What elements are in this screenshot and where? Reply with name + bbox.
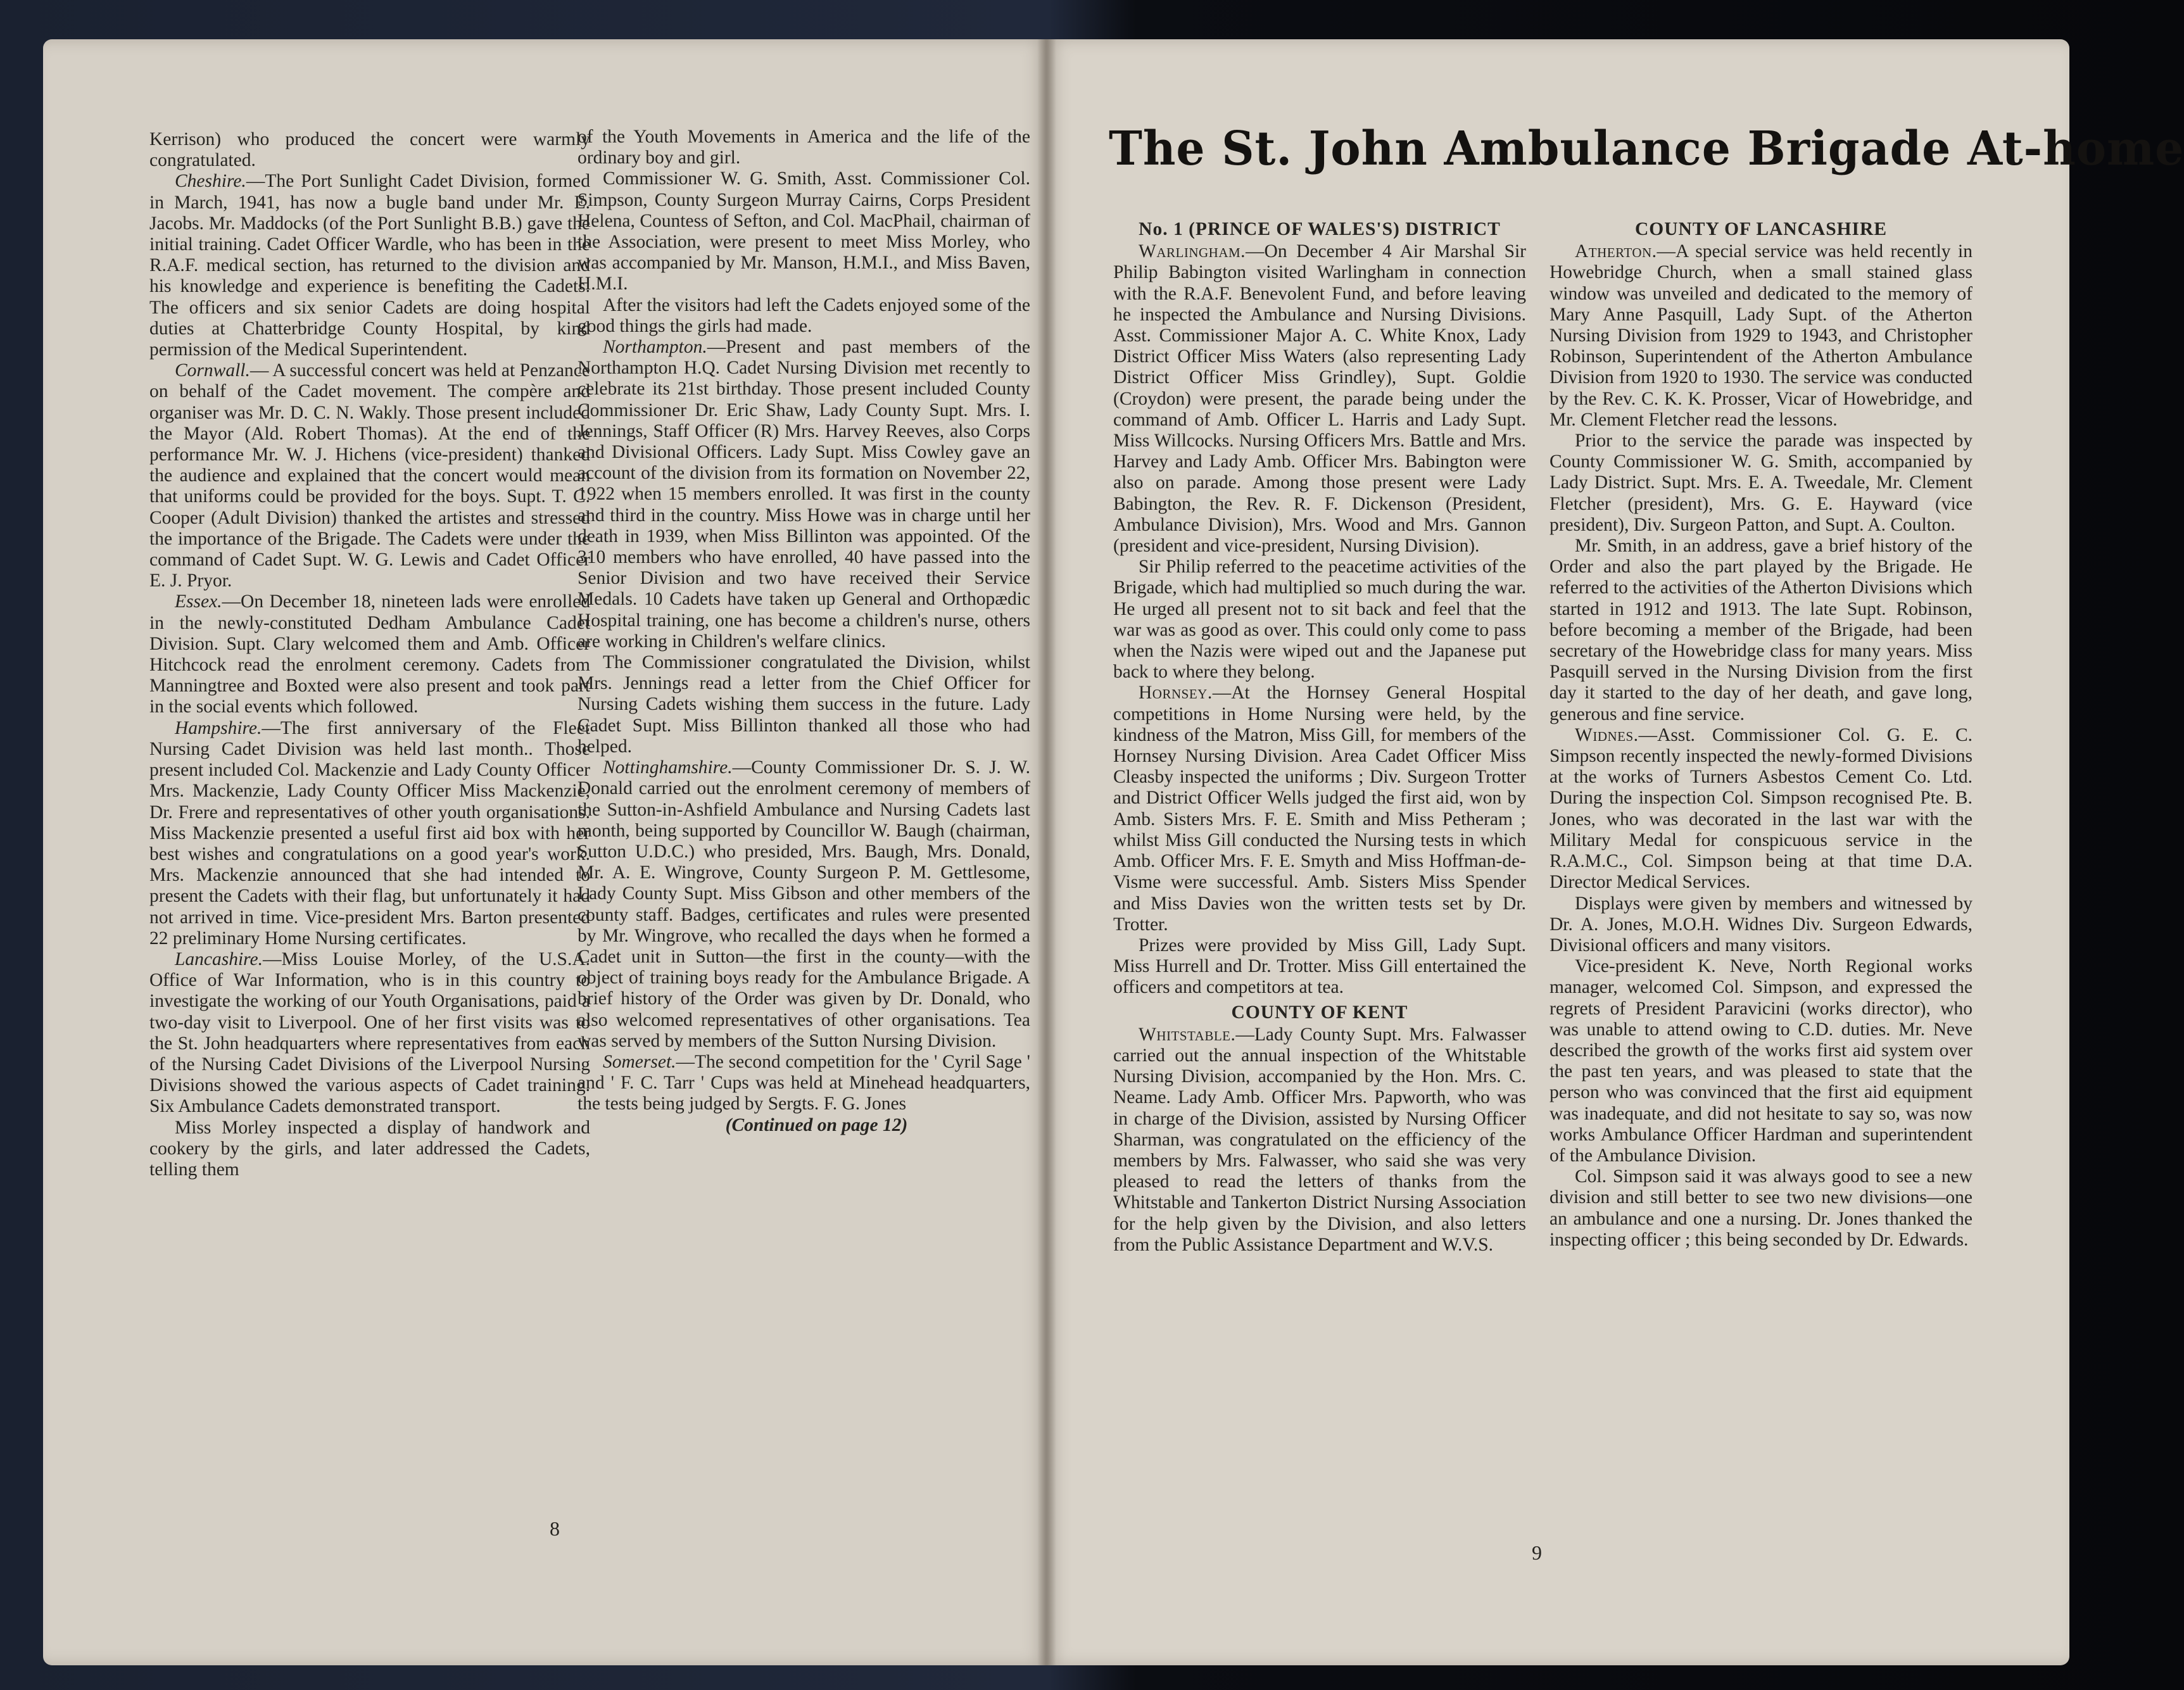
paragraph — [1113, 683, 1526, 935]
paragraph-text: of the Youth Movements in America and the life of the ordinary boy and girl. — [578, 127, 1030, 168]
paragraph-text: Miss Morley inspected a display of handwork and cookery by the girls, and later addressed the Cadets, telling them — [149, 1117, 590, 1180]
paragraph-text: —The second competition for the ' Cyril Sage ' and ' F. C. Tarr ' Cups was held at Minehead headquarters, the tests being judged by Sergts. F. G. Jones — [578, 1051, 1030, 1114]
paragraph — [1550, 956, 1973, 1166]
right-column-1 — [1113, 215, 1526, 1256]
paragraph — [578, 168, 1030, 294]
right-page — [1047, 39, 2184, 1665]
paragraph-text: —Miss Louise Morley, of the U.S.A. Office of War Information, who is in this country to investigate the working of our Youth Organisations, paid a two-day visit to Liverpool. One of her first visits was to the St. John headquarters where representatives from each of the Nursing Cadet Divisions of the Liverpool Nursing Divisions showed the various aspects of Cadet training. Six Ambulance Cadets demonstrated transport. — [149, 949, 590, 1117]
paragraph — [149, 718, 590, 949]
paragraph — [1550, 893, 1973, 957]
paragraph — [578, 757, 1030, 1052]
paragraph — [1550, 1166, 1973, 1251]
paragraph-text: —The Port Sunlight Cadet Division, formed in March, 1941, has now a bugle band under Mr. E. Jacobs. Mr. Maddocks (of the Port Sunlight B.B.) gave the initial training. Cadet Officer Wardle, who has been in the R.A.F. medical section, has returned to the division and his knowledge and experience is benefiting the Cadets. The officers and six senior Cadets are doing hospital duties at Chatterbridge County Hospital, by kind permission of the Medical Superintendent. — [149, 171, 590, 360]
paragraph-lead: Hampshire. — [175, 717, 262, 738]
paragraph-lead: Northampton. — [603, 337, 707, 358]
paragraph — [1113, 241, 1526, 557]
page-number-right: 9 — [1532, 1541, 1542, 1564]
paragraph — [578, 337, 1030, 652]
paragraph-text: Vice-president K. Neve, North Regional works manager, welcomed Col. Simpson, and expressed the regrets of President Paravicini (works director), who was unable to attend owing to C.D. duties. Mr. Neve described the growth of the works first aid system over the past ten years, and was pleased to state that the person who was convinced that the first aid equipment was inadequate, and did not hesitate to say so, was now works Ambulance Officer Hardman and superintendent of the Ambulance Division. — [1550, 956, 1973, 1166]
continued-note: (Continued on page 12) — [725, 1114, 908, 1135]
paragraph-lead: Widnes. — [1575, 724, 1639, 745]
paragraph-text: Mr. Smith, in an address, gave a brief history of the Order and also the part played by the Brigade. He referred to the activities of the Atherton Divisions which started in 1912 and 1913. The late Supt. Robinson, before becoming a member of the Brigade, had been secretary of the Howebridge class for many years. Miss Pasquill served in the Nursing Division from the first day it started to the day of her death, and gave long, generous and fine service. — [1550, 536, 1973, 724]
paragraph — [1113, 557, 1526, 683]
paragraph-text: —On December 18, nineteen lads were enrolled in the newly-constituted Dedham Ambulance Cadet Division. Supt. Clary welcomed them and Amb. Officer Hitchcock read the enrolment ceremony. Cadets from Manningtree and Boxted were also present and took part in the social events which followed. — [149, 591, 590, 717]
paragraph — [578, 127, 1030, 168]
paragraph-text: —On December 4 Air Marshal Sir Philip Babington visited Warlingham in connection with the R.A.F. Benevolent Fund, and before leaving he inspected the Ambulance and Nursing Divisions. Asst. Commissioner Major A. C. White Knox, Lady District Officer Miss Waters (also representing Lady District Officer Miss Grindley), Supt. Goldie (Croydon) were present, the parade being under the command of Amb. Officer L. Harris and Lady Supt. Miss Willcocks. Nursing Officers Mrs. Battle and Mrs. Harvey and Lady Amb. Officer Mrs. Babington were also on parade. Among those present were Lady Babington, the Rev. R. F. Dickenson (President, Ambulance Division), Mrs. Wood and Mrs. Gannon (president and vice-president, Nursing Division). — [1113, 241, 1526, 557]
paragraph — [578, 652, 1030, 757]
section-heading: No. 1 (PRINCE OF WALES'S) DISTRICT — [1139, 219, 1501, 239]
paragraph-lead: Essex. — [175, 591, 222, 612]
paragraph-text: After the visitors had left the Cadets enjoyed some of the good things the girls had made. — [578, 294, 1030, 336]
paragraph-text: The Commissioner congratulated the Division, whilst Mrs. Jennings read a letter from the Chief Officer for Nursing Cadets wishing them success in the future. Lady Cadet Supt. Miss Billinton thanked all those who had helped. — [578, 652, 1030, 757]
paragraph — [1113, 1025, 1526, 1256]
paragraph-lead: Somerset. — [603, 1051, 676, 1072]
paragraph-text: Sir Philip referred to the peacetime activities of the Brigade, which had multiplied so much during the war. He urged all present not to sit back and feel that the war was as good as over. This could only come to pass when the Nazis were wiped out and the Japanese put back to where they belong. — [1113, 557, 1526, 683]
masthead-title: The St. John Ambulance Brigade At-home — [1109, 122, 2184, 176]
paragraph-text: —Lady County Supt. Mrs. Falwasser carried out the annual inspection of the Whitstable Nursing Division, accompanied by the Hon. Mrs. C. Neame. Lady Amb. Officer Mrs. Papworth, who was in charge of the Division, assisted by Nursing Officer Sharman, was congratulated on the efficiency of the members by Mrs. Falwasser, who said she was very pleased to read the letters of thanks from the Whitstable and Tankerton District Nursing Association for the help given by the Division, and also letters from the Public Assistance Department and W.V.S. — [1113, 1024, 1526, 1255]
paragraph — [149, 129, 590, 171]
paragraph — [1550, 536, 1973, 725]
paragraph-text: Kerrison) who produced the concert were warmly congratulated. — [149, 129, 590, 171]
paragraph-text: —At the Hornsey General Hospital competitions in Home Nursing were held, by the kindness of the Matron, Miss Gill, for members of the Hornsey Nursing Division. Area Cadet Officer Miss Cleasby inspected the uniforms ; Div. Surgeon Trotter and District Officer Wells judged the first aid, won by Amb. Sisters Mrs. F. E. Smith and Miss Petheram ; whilst Miss Gill conducted the Nursing tests in which Amb. Officer Mrs. F. E. Smyth and Miss Hoffman-de-Visme were successful. Amb. Sisters Miss Spender and Miss Davies won the written tests set by Dr. Trotter. — [1113, 683, 1526, 935]
paragraph — [1550, 431, 1973, 536]
paragraph-text: Prior to the service the parade was inspected by County Commissioner W. G. Smith, accompanied by Lady District. Supt. Mrs. E. A. Tweedale, Mr. Clement Fletcher (president), Mrs. G. E. Hayward (vice president), Div. Surgeon Patton, and Supt. A. Coulton. — [1550, 431, 1973, 535]
page-number-left: 8 — [550, 1517, 560, 1540]
paragraph-lead: Warlingham. — [1139, 241, 1246, 262]
paragraph-text: —A special service was held recently in Howebridge Church, when a small stained glass window was unveiled and dedicated to the memory of Mary Anne Pasquill, Lady Supt. of the Atherton Nursing Division from 1929 to 1943, and Christopher Robinson, Superintendent of the Atherton Ambulance Division from 1920 to 1930. The service was conducted by the Rev. C. K. K. Prosser, Vicar of Howebridge, and Mr. Clement Fletcher read the lessons. — [1550, 241, 1973, 430]
paragraph — [1113, 935, 1526, 999]
section-heading: COUNTY OF LANCASHIRE — [1634, 219, 1888, 239]
left-page — [43, 39, 1047, 1665]
paragraph — [578, 1052, 1030, 1115]
paragraph-lead: Atherton. — [1575, 241, 1657, 262]
paragraph — [149, 360, 590, 591]
left-column-1 — [149, 129, 590, 1180]
paragraph-lead: Nottinghamshire. — [603, 757, 733, 778]
paragraph-lead: Hornsey. — [1139, 683, 1213, 703]
paragraph — [149, 591, 590, 717]
paragraph-text: Commissioner W. G. Smith, Asst. Commissioner Col. Simpson, County Surgeon Murray Cairns, Corps President Helena, Countess of Sefton, and Col. MacPhail, chairman of the Association, were present to meet Miss Morley, who was accompanied by Mr. Manson, H.M.I., and Miss Baven, H.M.I. — [578, 168, 1030, 294]
paragraph — [149, 171, 590, 360]
paragraph-text: Displays were given by members and witnessed by Dr. A. Jones, M.O.H. Widnes Div. Surgeon Edwards, Divisional officers and many visitors. — [1550, 893, 1973, 955]
paragraph-text: —County Commissioner Dr. S. J. W. Donald carried out the enrolment ceremony of members of the Sutton-in-Ashfield Ambulance and Nursing Cadets last month, being supported by Councillor W. Baugh (chairman, Sutton U.D.C.) who presided, Mrs. Baugh, Mrs. Donald, Mr. A. E. Wingrove, County Surgeon P. M. Gettlesome, Lady County Supt. Miss Gibson and other members of the county staff. Badges, certificates and rules were presented by Mr. Wingrove, who recalled the days when he formed a Cadet unit in Sutton—the first in the county—with the object of training boys ready for the Ambulance Brigade. A brief history of the Order was given by Dr. Donald, who also welcomed representatives of other organisations. Tea was served by members of the Sutton Nursing Division. — [578, 757, 1030, 1051]
paragraph-lead: Whitstable. — [1139, 1024, 1236, 1045]
paragraph — [1550, 241, 1973, 431]
paragraph-text: Col. Simpson said it was always good to see a new division and still better to see two new divisions—one an ambulance and one a nursing. Dr. Jones thanked the inspecting officer ; this being seconded by Dr. Edwards. — [1550, 1166, 1973, 1250]
paragraph — [1550, 725, 1973, 893]
left-column-2 — [578, 127, 1030, 1136]
paragraph-text: —Present and past members of the Northampton H.Q. Cadet Nursing Division met recently to celebrate its 21st birthday. Those present included County Commissioner Dr. Eric Shaw, Lady County Supt. Mrs. I. Jennings, Staff Officer (R) Mrs. Harvey Reeves, also Corps and Divisional Officers. Lady Supt. Miss Cowley gave an account of the division from its formation on November 22, 1922 when 15 members enrolled. It was first in the county and third in the country. Miss Howe was in charge until her death in 1939, when Miss Billinton was appointed. Of the 310 members who have enrolled, 40 have passed into the Senior Division and two have received their Service Medals. 10 Cadets have taken up General and Orthopædic Hospital training, one has become a children's nurse, others are working in Children's welfare clinics. — [578, 337, 1030, 652]
paragraph-text: — A successful concert was held at Penzance on behalf of the Cadet movement. The compère and organiser was Mr. D. C. N. Wakly. Those present included the Mayor (Ald. Robert Thomas). At the end of the performance Mr. W. J. Hichens (vice-president) thanked the audience and explained that the concert would mean that uniforms could be provided for the boys. Supt. T. C. Cooper (Adult Division) thanked the artistes and stressed the importance of the Brigade. The Cadets were under the command of Cadet Supt. W. G. Lewis and Cadet Officer E. J. Pryor. — [149, 360, 590, 591]
paragraph-text: —Asst. Commissioner Col. G. E. C. Simpson recently inspected the newly-formed Divisions at the works of Turners Asbestos Cement Co. Ltd. During the inspection Col. Simpson recognised Pte. B. Jones, who was decorated in the last war with the Military Medal for conspicuous service in the R.A.M.C., Col. Simpson being at that time D.A. Director Medical Services. — [1550, 724, 1973, 893]
book-spine — [1037, 39, 1056, 1665]
paragraph-text: —The first anniversary of the Fleet Nursing Cadet Division was held last month.. Those present included Col. Mackenzie and Lady County Officer Mrs. Mackenzie, Lady County Officer Miss Mackenzie, Dr. Frere and representatives of other youth organisations. Miss Mackenzie presented a useful first aid box with her best wishes and congratulations on a good year's work. Mrs. Mackenzie announced that she had intended to present the Cadets with their flag, but unfortunately it had not arrived in time. Vice-president Mrs. Barton presented 22 preliminary Home Nursing certificates. — [149, 717, 590, 949]
paragraph — [149, 949, 590, 1118]
paragraph — [149, 1118, 590, 1181]
paragraph-lead: Cornwall. — [175, 360, 250, 381]
paragraph-lead: Cheshire. — [175, 171, 246, 192]
paragraph-text: Prizes were provided by Miss Gill, Lady Supt. Miss Hurrell and Dr. Trotter. Miss Gill entertained the officers and competitors at tea. — [1113, 935, 1526, 998]
section-heading: COUNTY OF KENT — [1231, 1002, 1408, 1023]
paragraph-lead: Lancashire. — [175, 949, 263, 969]
right-column-2 — [1550, 215, 1973, 1251]
paragraph — [578, 295, 1030, 337]
